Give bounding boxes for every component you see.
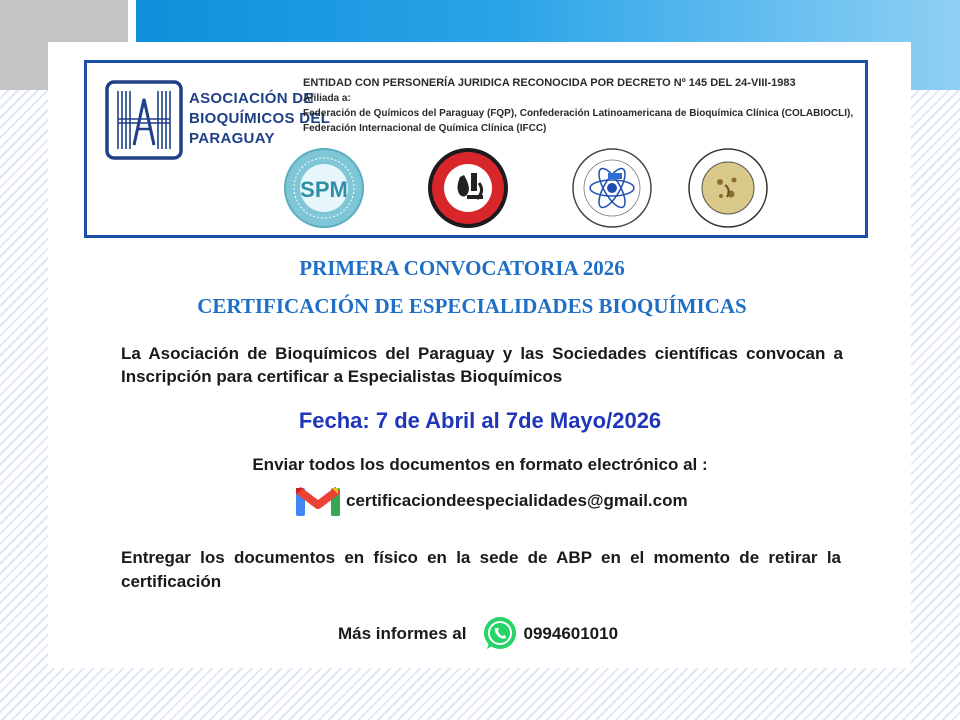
society-seals	[87, 147, 865, 237]
header-box	[84, 60, 868, 238]
hematologia-seal-icon	[427, 147, 509, 229]
whatsapp-icon	[481, 615, 519, 653]
entity-decree-line: ENTIDAD CON PERSONERÍA JURIDICA RECONOCIDA POR DECRETO Nº 145 DEL 24-VIII-1983	[303, 77, 796, 89]
affiliation-text: Federación de Químicos del Paraguay (FQP), Confederación Latinoamericana de Bioquímica Clínica (COLABIOCLI), Federación Internacional de Química Clínica (IFCC)	[303, 108, 854, 134]
title-convocatoria: PRIMERA CONVOCATORIA 2026	[299, 256, 625, 280]
send-instruction: Enviar todos los documentos en formato electrónico al :	[252, 455, 708, 474]
email-row	[296, 483, 688, 519]
informes-row	[338, 613, 618, 655]
affiliation-label: Afiliada a:	[303, 93, 351, 104]
abp-name-line-3: PARAGUAY	[189, 130, 275, 147]
title-certificacion: CERTIFICACIÓN DE ESPECIALIDADES BIOQUÍMICAS	[197, 294, 747, 318]
intro-paragraph: La Asociación de Bioquímicos del Paraguay y las Sociedades científicas convocan a Inscripción para certificar a Especialistas Bioquímicos	[121, 344, 843, 386]
parasitologia-seal-icon	[687, 147, 769, 229]
spm-seal-text: SPM	[300, 177, 348, 202]
contact-phone[interactable]: 0994601010	[523, 624, 619, 643]
quimica-clinica-seal-icon	[571, 147, 653, 229]
entity-info	[303, 76, 863, 136]
informes-label: Más informes al	[338, 624, 467, 643]
abp-name-line-2: BIOQUÍMICOS DEL	[189, 110, 331, 127]
contact-email[interactable]: certificaciondeespecialidades@gmail.com	[346, 491, 688, 510]
abp-name-line-1: ASOCIACIÓN DE	[189, 90, 314, 107]
spm-seal-icon	[283, 147, 365, 229]
fecha-dates: Fecha: 7 de Abril al 7de Mayo/2026	[298, 408, 662, 433]
entregar-paragraph: Entregar los documentos en físico en la sede de ABP en el momento de retirar la certificación	[121, 548, 841, 591]
gmail-icon	[296, 484, 340, 518]
